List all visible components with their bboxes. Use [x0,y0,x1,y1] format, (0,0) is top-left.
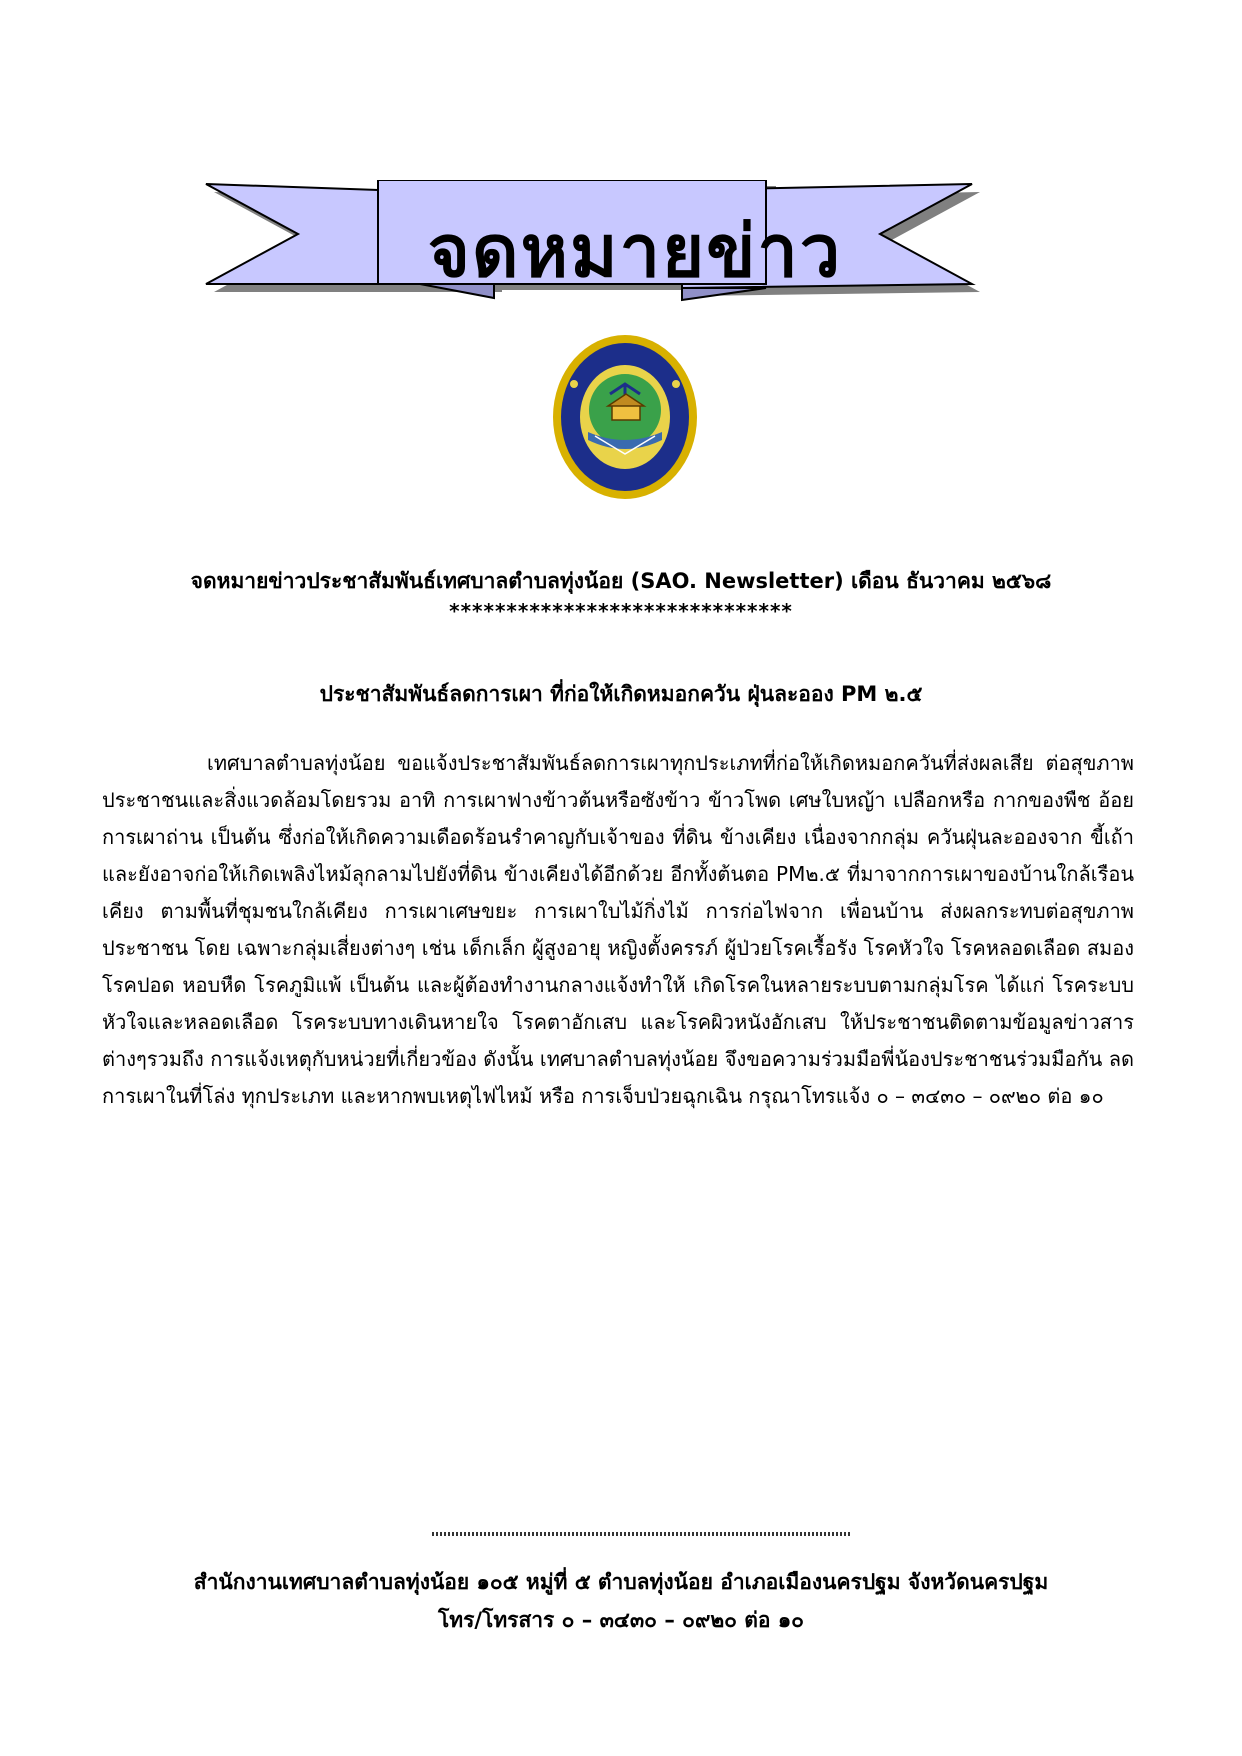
municipal-seal-icon [550,332,700,502]
article-headline: ประชาสัมพันธ์ลดการเผา ที่ก่อให้เกิดหมอกควัน ฝุ่นละออง PM ๒.๕ [319,682,923,706]
footer-phone: โทร/โทรสาร ๐ – ๓๔๓๐ – ๐๙๒๐ ต่อ ๑๐ [437,1608,805,1632]
footer-divider [432,1532,852,1536]
newsletter-subtitle: จดหมายข่าวประชาสัมพันธ์เทศบาลตำบลทุ่งน้อย (SAO. Newsletter) เดือน ธันวาคม ๒๕๖๘ [190,569,1052,593]
banner-title: จดหมายข่าว [427,209,843,293]
star-divider: ****************************** [449,599,793,623]
footer-address: สำนักงานเทศบาลตำบลทุ่งน้อย ๑๐๕ หมู่ที่ ๕ ตำบลทุ่งน้อย อำเภอเมืองนครปฐม จังหวัดนครปฐม [193,1570,1049,1594]
article-body: เทศบาลตำบลทุ่งน้อย ขอแจ้งประชาสัมพันธ์ลดการเผาทุกประเภทที่ก่อให้เกิดหมอกควันที่ส่งผลเสีย ต่อสุขภาพประชาชนและสิ่งแวดล้อมโดยรวม อาทิ การเผาฟางข้าวต้นหรือซังข้าว ข้าวโพด เศษใบหญ้า เปลือกหรือ กากของพืช อ้อย การเผาถ่าน เป็นต้น ซึ่งก่อให้เกิดความเดือดร้อนรำคาญกับเจ้าของ ที่ดิน ข้างเคียง เนื่องจากกลุ่ม ควันฝุ่นละอองจาก ขี้เถ้า และยังอาจก่อให้เกิดเพลิงไหม้ลุกลามไปยังที่ดิน ข้างเคียงได้อีกด้วย อีกทั้งต้นตอ PM๒.๕ ที่มาจากการเผาของบ้านใกล้เรือนเคียง ตามพื้นที่ชุมชนใกล้เคียง การเผาเศษขยะ การเผาใบไม้กิ่งไม้ การก่อไฟจาก เพื่อนบ้าน ส่งผลกระทบต่อสุขภาพประชาชน โดย เฉพาะกลุ่มเสี่ยงต่างๆ เช่น เด็กเล็ก ผู้สูงอายุ หญิงตั้งครรภ์ ผู้ป่วยโรคเรื้อรัง โรคหัวใจ โรคหลอดเลือด สมอง โรคปอด หอบหืด โรคภูมิแพ้ เป็นต้น และผู้ต้องทำงานกลางแจ้งทำให้ เกิดโรคในหลายระบบตามกลุ่มโรค ได้แก่ โรคระบบหัวใจและหลอดเลือด โรคระบบทางเดินหายใจ โรคตาอักเสบ และโรคผิวหนังอักเสบ ให้ประชาชนติดตามข้อมูลข่าวสารต่างๆรวมถึง การแจ้งเหตุกับหน่วยที่เกี่ยวข้อง ดังนั้น เทศบาลตำบลทุ่งน้อย จึงขอความร่วมมือพี่น้องประชาชนร่วมมือกัน ลดการเผาในที่โล่ง ทุกประเภท และหากพบเหตุไฟไหม้ หรือ การเจ็บป่วยฉุกเฉิน กรุณาโทรแจ้ง ๐ – ๓๔๓๐ – ๐๙๒๐ ต่อ ๑๐ [102,751,1134,1108]
